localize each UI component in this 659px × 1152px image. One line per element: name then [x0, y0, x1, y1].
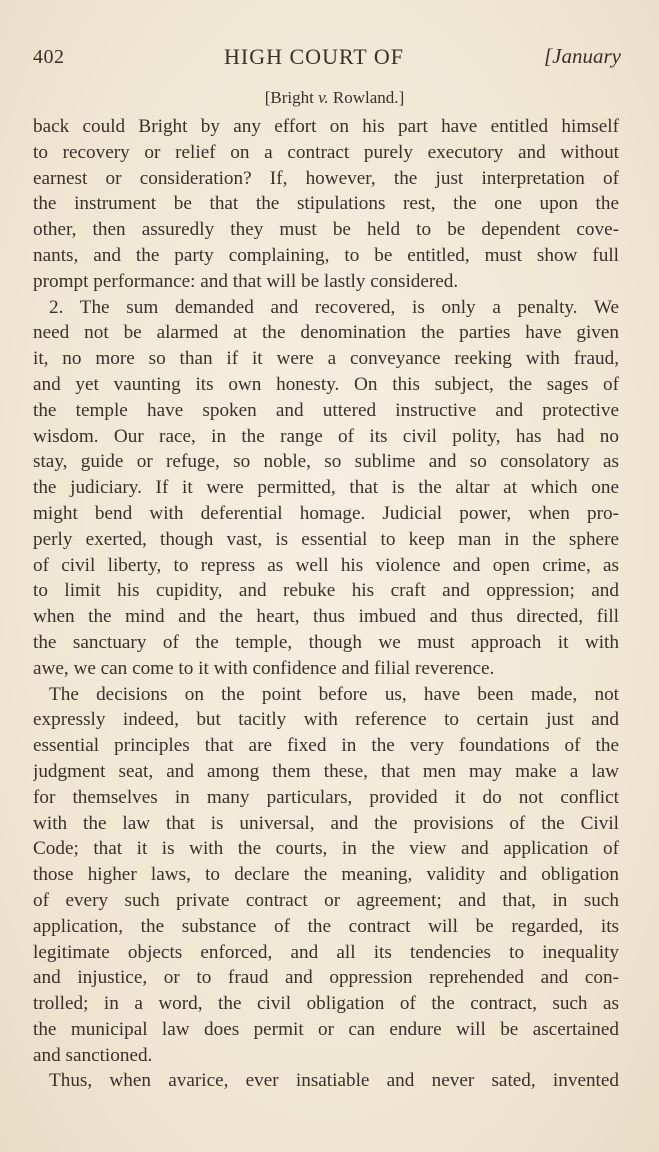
text-line: 2. The sum demanded and recovered, is only a penalty. We	[49, 296, 619, 318]
text-line: stay, guide or refuge, so noble, so sublime and so consolatory as	[33, 451, 619, 473]
running-title-text: HIGH COURT OF	[224, 44, 404, 69]
caption-close-bracket: ]	[398, 88, 405, 107]
text-line: the judiciary. If it were permitted, that is the altar at which one	[33, 477, 619, 499]
text-line: of every such private contract or agreement; and that, in such	[33, 889, 619, 911]
text-line: need not be alarmed at the denomination the parties have given	[33, 322, 619, 344]
text-line: when the mind and the heart, thus imbued and thus directed, fill	[33, 606, 619, 628]
text-line: expressly indeed, but tacitly with reference to certain just and	[33, 709, 619, 731]
text-line: the sanctuary of the temple, though we must approach it with	[33, 631, 619, 653]
caption-party-1: Bright	[270, 88, 319, 107]
text-line: of civil liberty, to repress as well his violence and open crime, as	[33, 554, 619, 576]
text-line: and injustice, or to fraud and oppression reprehended and con-	[33, 967, 619, 989]
page-header	[33, 40, 621, 74]
text-line: with the law that is universal, and the provisions of the Civil	[33, 812, 619, 834]
running-title	[33, 44, 621, 70]
text-line: wisdom. Our race, in the range of its civil polity, has had no	[33, 425, 619, 447]
text-line: trolled; in a word, the civil obligation of the contract, such as	[33, 993, 619, 1015]
text-line: application, the substance of the contract will be regarded, its	[33, 915, 619, 937]
text-line: essential principles that are fixed in the very foundations of the	[33, 735, 619, 757]
caption-versus: v.	[318, 88, 329, 107]
text-line: earnest or consideration? If, however, the just interpretation of	[33, 167, 619, 189]
text-line: perly exerted, though vast, is essential to keep man in the sphere	[33, 528, 619, 550]
text-line: The decisions on the point before us, have been made, not	[49, 683, 619, 705]
text-line: judgment seat, and among them these, that men may make a law	[33, 760, 619, 782]
text-line: other, then assuredly they must be held to be dependent cove-	[33, 219, 619, 241]
text-line: legitimate objects enforced, and all its tendencies to inequality	[33, 941, 619, 963]
caption-open-bracket: [	[264, 88, 271, 107]
text-line: and sanctioned.	[33, 1044, 153, 1066]
text-line: might bend with deferential homage. Judicial power, when pro-	[33, 502, 619, 524]
text-line: Code; that it is with the courts, in the view and application of	[33, 838, 619, 860]
body-text	[33, 114, 619, 1094]
text-line: the instrument be that the stipulations rest, the one upon the	[33, 193, 619, 215]
page-number: 402	[33, 46, 65, 68]
text-line: those higher laws, to declare the meaning, validity and obligation	[33, 864, 619, 886]
text-line: and yet vaunting its own honesty. On this subject, the sages of	[33, 373, 619, 395]
text-line: the temple have spoken and uttered instructive and protective	[33, 399, 619, 421]
text-line: prompt performance: and that will be lastly considered.	[33, 270, 459, 292]
case-caption	[0, 88, 659, 108]
text-line: awe, we can come to it with confidence and filial reverence.	[33, 657, 495, 679]
text-line: it, no more so than if it were a conveyance reeking with fraud,	[33, 348, 619, 370]
text-line: back could Bright by any effort on his part have entitled himself	[33, 116, 619, 137]
text-line: to recovery or relief on a contract purely executory and without	[33, 141, 619, 163]
case-caption-text	[265, 88, 404, 107]
text-line: for themselves in many particulars, provided it do not conflict	[33, 786, 619, 808]
caption-party-2: Rowland.	[328, 88, 399, 107]
text-line: to limit his cupidity, and rebuke his craft and oppression; and	[33, 580, 619, 602]
running-month: [January	[544, 44, 621, 68]
text-line: the municipal law does permit or can endure will be ascertained	[33, 1018, 619, 1040]
text-line: nants, and the party complaining, to be entitled, must show full	[33, 244, 619, 266]
text-line: Thus, when avarice, ever insatiable and never sated, invented	[49, 1070, 619, 1092]
